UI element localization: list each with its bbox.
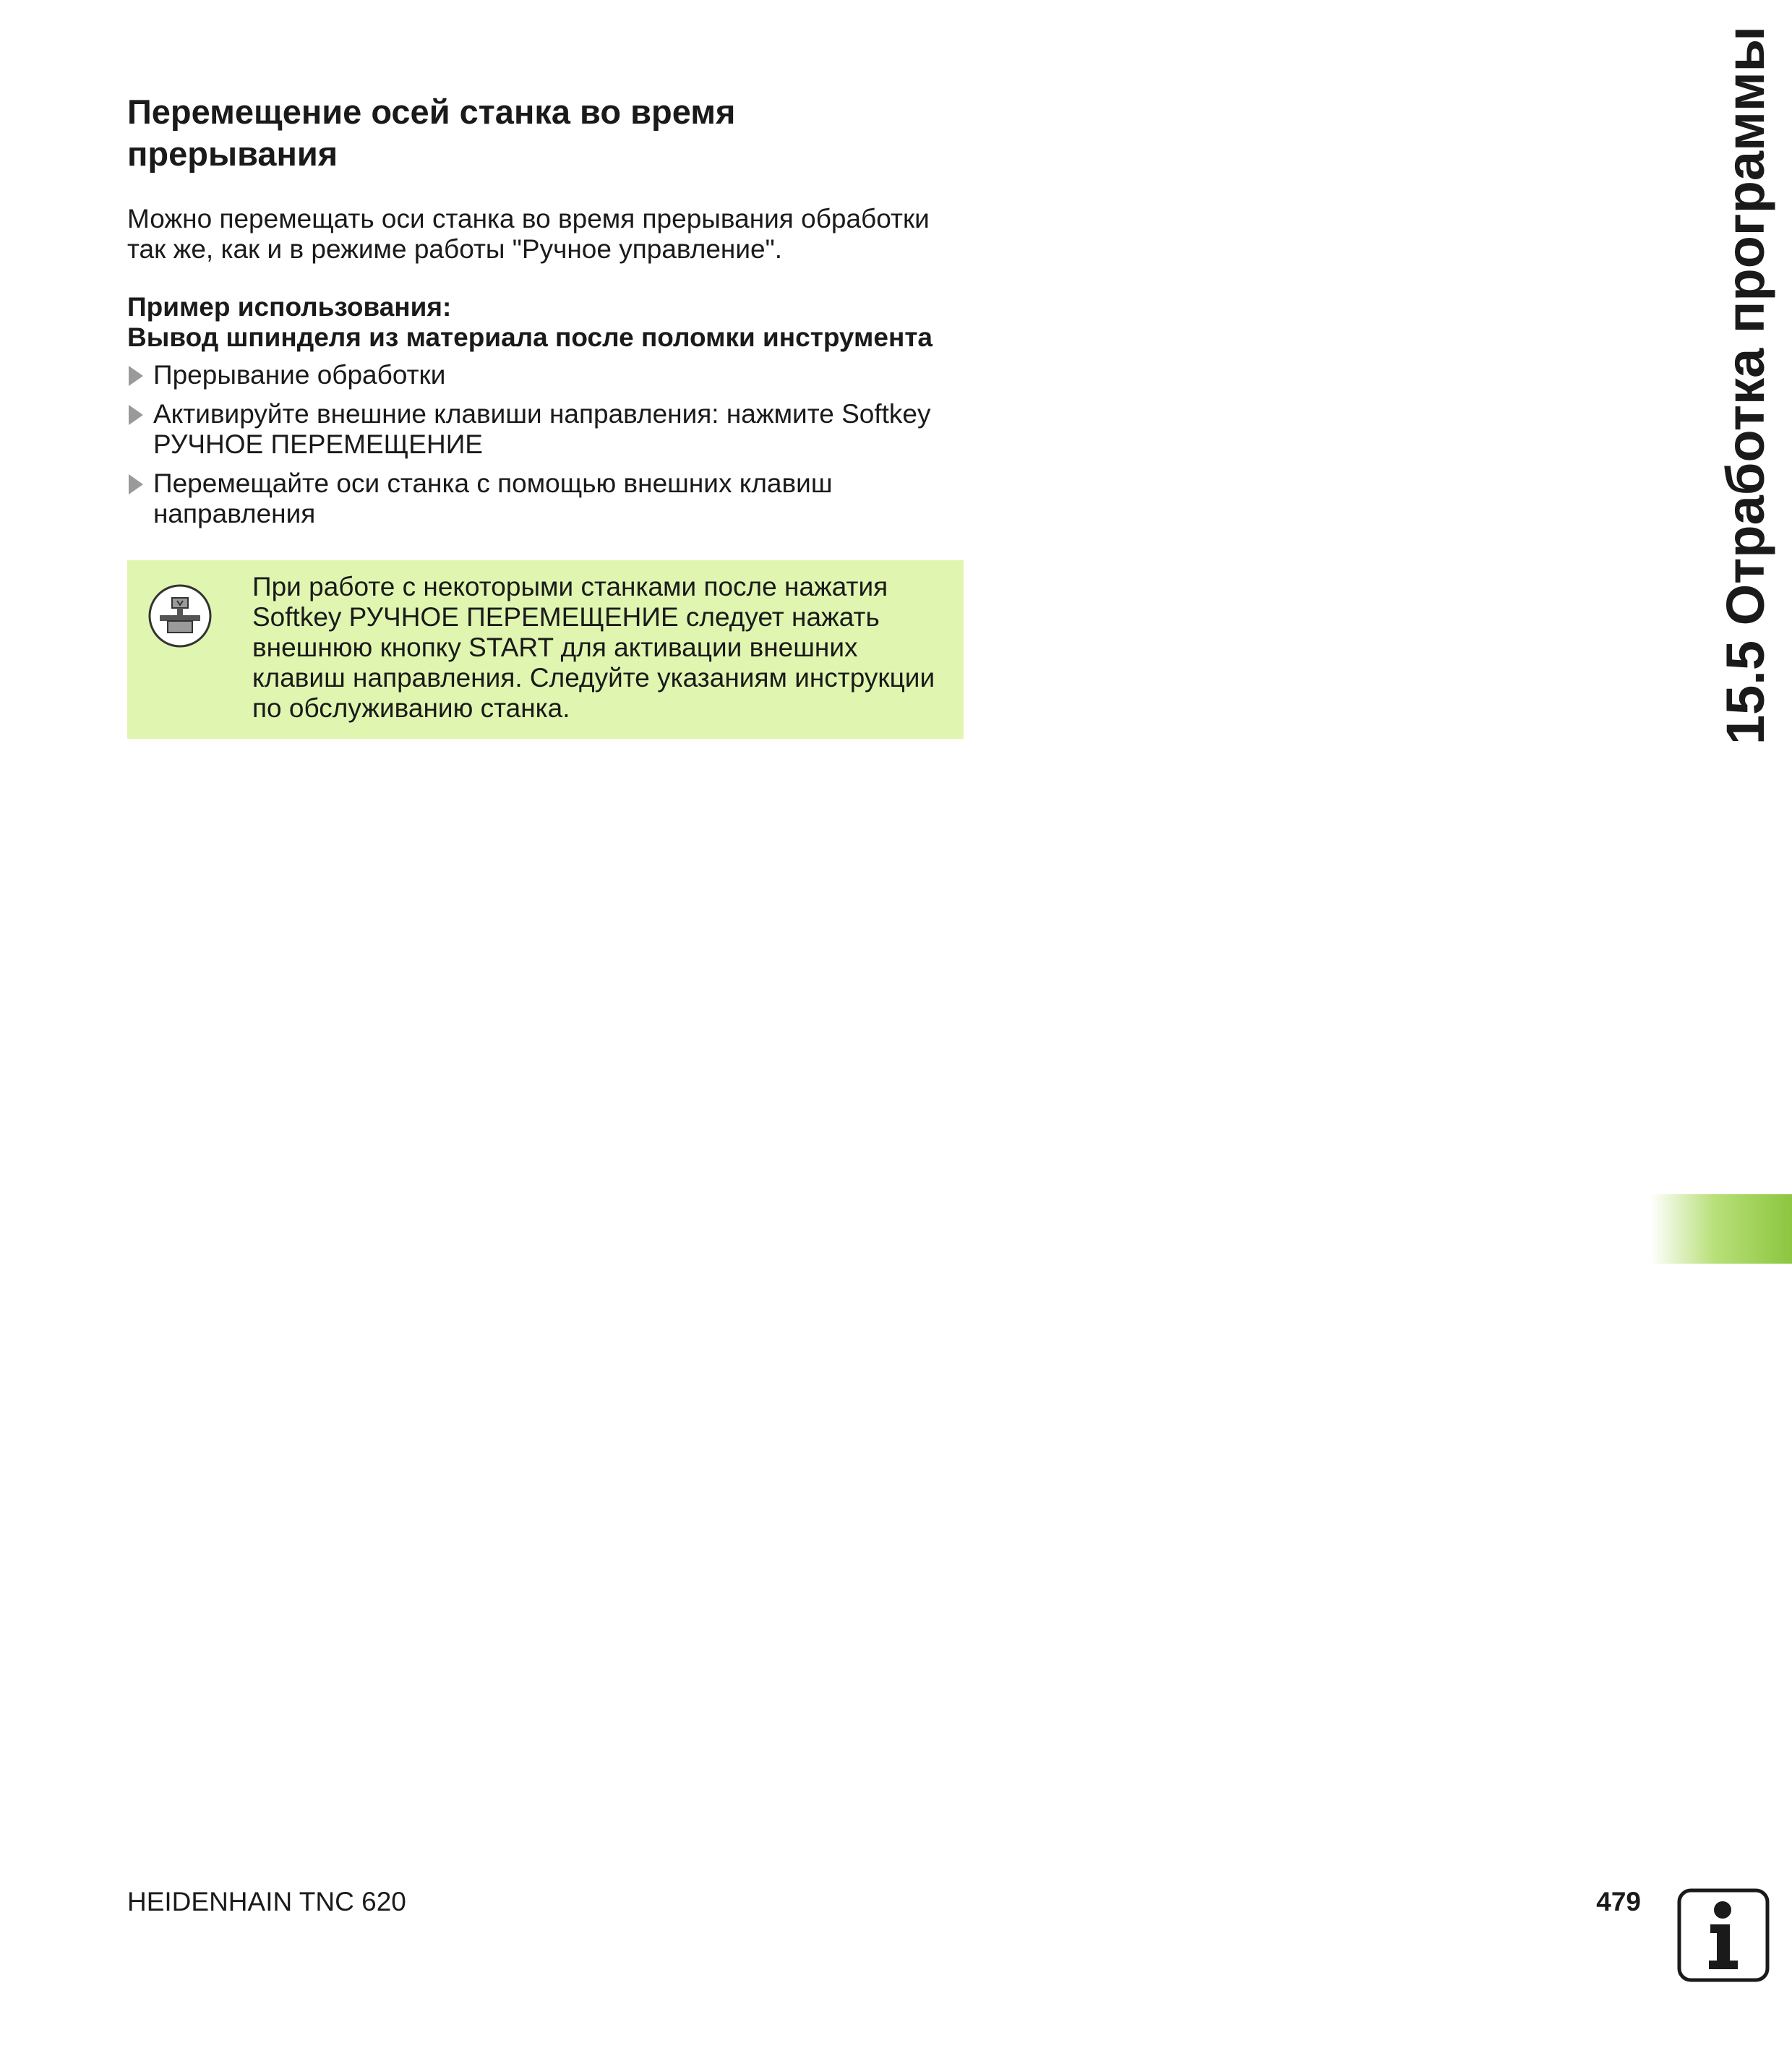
list-item — [127, 360, 966, 390]
footer-manual-name: HEIDENHAIN TNC 620 — [127, 1887, 406, 1916]
machine-note-box — [127, 560, 964, 739]
steps-list — [127, 360, 966, 529]
triangle-arrow-icon — [129, 366, 143, 386]
example-heading-line1: Пример использования: — [127, 292, 452, 322]
triangle-arrow-icon — [129, 405, 143, 425]
step-text: Активируйте внешние клавиши направления: нажмите Softkey РУЧНОЕ ПЕРЕМЕЩЕНИЕ — [153, 399, 931, 459]
chapter-tab-marker — [1650, 1194, 1792, 1264]
note-text: При работе с некоторыми станками после нажатия Softkey РУЧНОЕ ПЕРЕМЕЩЕНИЕ следует нажать внешнюю кнопку START для активации внешних клавиш направления. Следуйте указаниям инструкции по обслуживанию станка. — [252, 572, 935, 723]
page-number: 479 — [1596, 1887, 1641, 1916]
main-content — [127, 91, 966, 538]
step-text: Перемещайте оси станка с помощью внешних клавиш направления — [153, 468, 833, 528]
list-item — [127, 399, 966, 460]
example-heading — [127, 292, 966, 353]
triangle-arrow-icon — [129, 474, 143, 494]
section-title: Перемещение осей станка во время прерывания — [127, 93, 736, 173]
example-heading-line2: Вывод шпинделя из материала после поломки инструмента — [127, 322, 933, 352]
list-item — [127, 468, 966, 529]
step-text: Прерывание обработки — [153, 360, 446, 390]
info-icon — [1677, 1888, 1770, 1982]
chapter-side-title: 15.5 Отработка программы — [1715, 26, 1775, 745]
machine-icon — [147, 583, 213, 648]
intro-paragraph: Можно перемещать оси станка во время прерывания обработки так же, как и в режиме работы "Ручное управление". — [127, 204, 930, 264]
